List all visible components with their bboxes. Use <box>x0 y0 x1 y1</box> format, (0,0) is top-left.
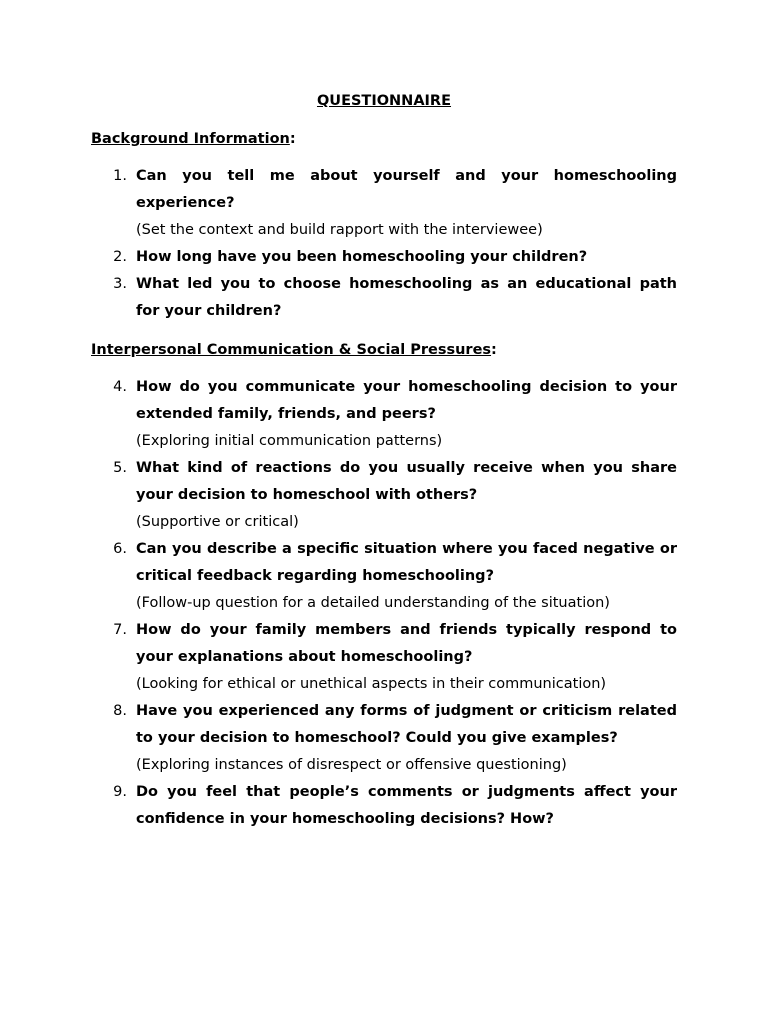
section-heading-text: Background Information <box>91 131 290 147</box>
question-item <box>91 244 677 271</box>
question-note: (Set the context and build rapport with the interviewee) <box>136 222 543 238</box>
question-item <box>91 374 677 455</box>
question-text: Can you describe a specific situation where you faced negative or critical feedback regarding homeschooling? <box>136 541 677 584</box>
question-text: What led you to choose homeschooling as an educational path for your children? <box>136 276 677 319</box>
question-text: What kind of reactions do you usually receive when you share your decision to homeschool with others? <box>136 460 677 503</box>
question-note: (Exploring initial communication patterns) <box>136 433 443 449</box>
question-item <box>91 455 677 536</box>
question-text: Can you tell me about yourself and your homeschooling experience? <box>136 168 677 211</box>
question-text: Have you experienced any forms of judgment or criticism related to your decision to homeschool? Could you give examples? <box>136 703 677 746</box>
question-number: 7. <box>113 622 127 638</box>
question-number: 4. <box>113 379 127 395</box>
section-heading-colon: : <box>491 342 497 358</box>
question-note: (Exploring instances of disrespect or offensive questioning) <box>136 757 567 773</box>
question-item <box>91 617 677 698</box>
question-list-interpersonal <box>91 374 677 833</box>
section-heading-text: Interpersonal Communication & Social Pressures <box>91 342 492 358</box>
question-number: 1. <box>113 168 127 184</box>
question-item <box>91 271 677 325</box>
question-number: 3. <box>113 276 127 292</box>
section-heading-colon: : <box>289 131 296 147</box>
document-title: QUESTIONNAIRE <box>316 93 452 109</box>
question-note: (Follow-up question for a detailed understanding of the situation) <box>136 595 610 611</box>
question-number: 9. <box>113 784 127 800</box>
question-note: (Supportive or critical) <box>136 514 299 530</box>
question-item <box>91 698 677 779</box>
question-list-background <box>91 163 677 325</box>
question-text: How long have you been homeschooling your children? <box>136 249 588 265</box>
question-number: 8. <box>113 703 127 719</box>
question-text: How do you communicate your homeschooling decision to your extended family, friends, and peers? <box>136 379 677 422</box>
question-number: 5. <box>113 460 127 476</box>
question-item <box>91 779 677 833</box>
question-item <box>91 163 677 244</box>
section-heading-interpersonal <box>91 341 497 359</box>
question-text: How do your family members and friends typically respond to your explanations about homeschooling? <box>136 622 677 665</box>
question-number: 2. <box>113 249 127 265</box>
section-heading-background <box>91 130 296 148</box>
question-note: (Looking for ethical or unethical aspects in their communication) <box>136 676 607 692</box>
question-number: 6. <box>113 541 127 557</box>
question-text: Do you feel that people’s comments or judgments affect your confidence in your homeschooling decisions? How? <box>136 784 677 827</box>
question-item <box>91 536 677 617</box>
